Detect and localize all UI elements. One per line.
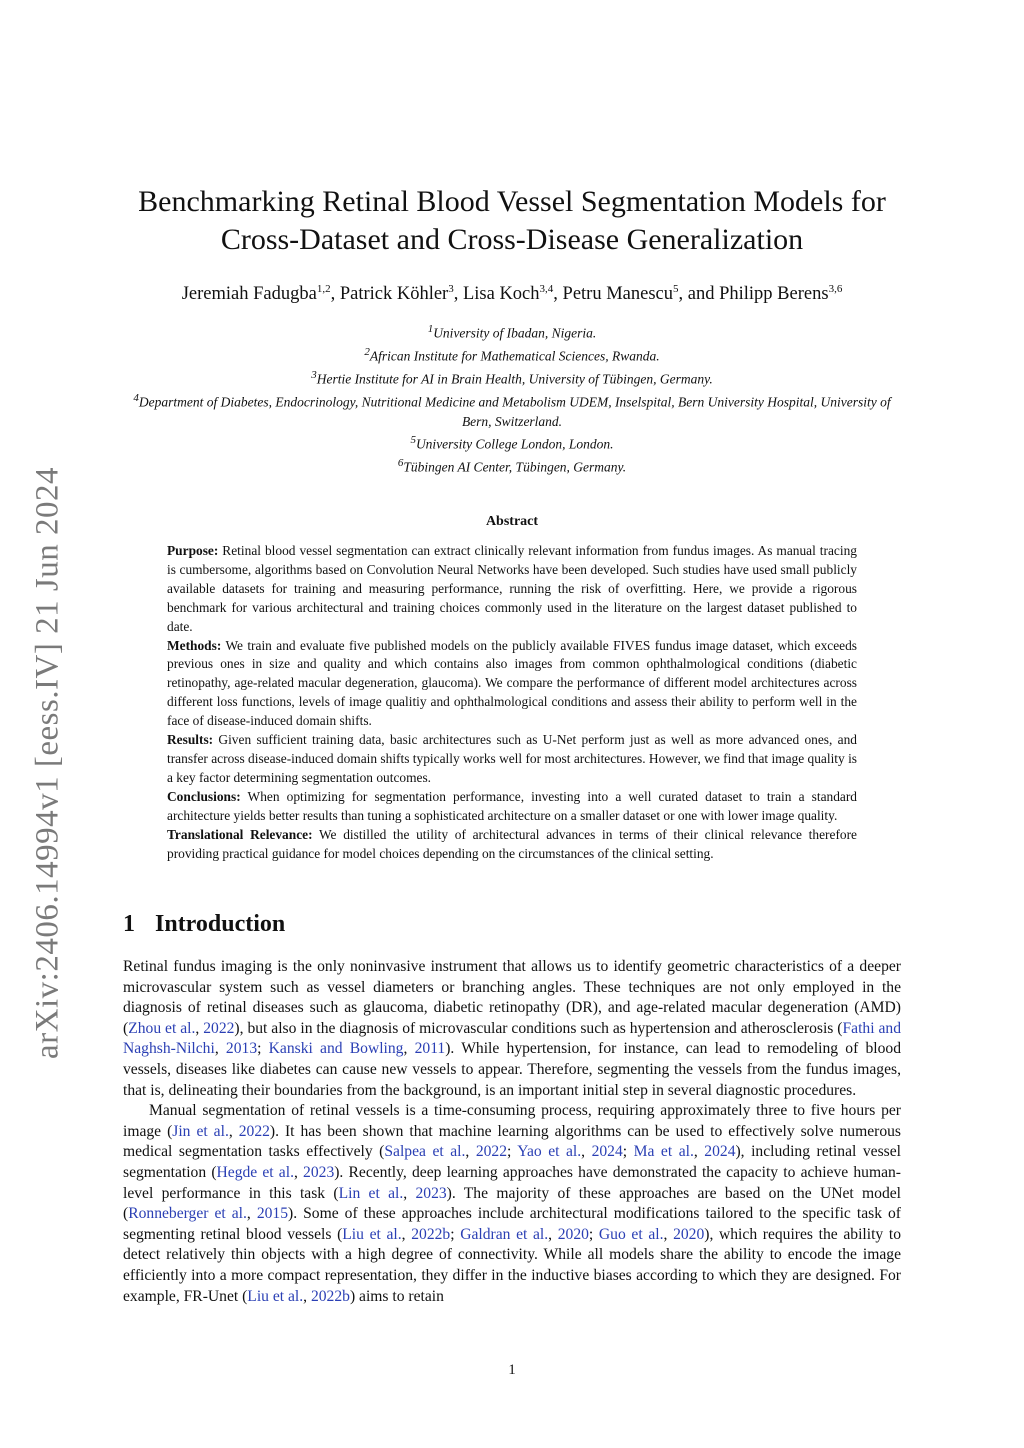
title-line-2: Cross-Dataset and Cross-Disease Generalization xyxy=(220,223,804,256)
abstract-section-label: Translational Relevance: xyxy=(167,826,313,842)
body-text: , xyxy=(401,1225,412,1243)
body-text: ), which requires the ability to detect relatively thin objects with a high degree of connectivity. While all models share the ability to encode the image efficiently into a more compact representation, they differ in the inductive biases according to which they are designed. For example, FR-Unet ( xyxy=(123,1225,902,1305)
body-text: ). While hypertension, for instance, can lead to remodeling of blood vessels, diseases like diabetes can cause new vessels to appear. Therefore, segmenting the vessels from the fundus images, that is, delineating their boundaries from the background, is an important initial step in several diagnostic procedures. xyxy=(123,1040,902,1099)
abstract-section xyxy=(167,826,857,864)
body-text: ; xyxy=(622,1143,634,1161)
citation-link[interactable]: Kanski and Bowling xyxy=(268,1040,404,1058)
affiliation xyxy=(120,431,904,454)
author-separator: , xyxy=(453,284,463,305)
section-number: 1 xyxy=(123,911,135,937)
affiliation-list xyxy=(120,320,904,477)
citation-link[interactable]: Salpea et al. xyxy=(384,1143,466,1161)
abstract-section xyxy=(167,788,857,826)
section-title: Introduction xyxy=(155,911,286,937)
citation-link[interactable]: Ronneberger et al. xyxy=(128,1205,247,1223)
author-separator: , xyxy=(553,284,563,305)
section-heading-introduction xyxy=(123,911,285,938)
body-text: , xyxy=(663,1225,674,1243)
body-text: , xyxy=(195,1019,204,1037)
citation-link[interactable]: Galdran et al. xyxy=(460,1225,549,1243)
affiliation-marker: 6 xyxy=(397,456,404,469)
abstract-section xyxy=(167,637,857,732)
affiliation-marker: 2 xyxy=(364,345,370,358)
citation-link[interactable]: Liu et al. xyxy=(247,1287,304,1305)
body-text: , xyxy=(303,1287,311,1305)
citation-link[interactable]: 2020 xyxy=(557,1225,589,1243)
author-affiliation-marker: 3 xyxy=(448,283,454,295)
citation-link[interactable]: 2024 xyxy=(704,1143,736,1161)
citation-link[interactable]: Hegde et al. xyxy=(216,1163,294,1181)
abstract-section-label: Results: xyxy=(167,732,214,748)
body-text: ). It has been shown that machine learning algorithms can be used to effectively solve numerous medical segmentation tasks effectively ( xyxy=(123,1122,902,1161)
paper-title xyxy=(0,183,1024,259)
citation-link[interactable]: Lin et al. xyxy=(338,1184,404,1202)
body-text: ). Recently, deep learning approaches have demonstrated the capacity to achieve human-level performance in this task ( xyxy=(123,1163,901,1202)
paragraph xyxy=(123,1101,901,1307)
citation-link[interactable]: 2013 xyxy=(225,1040,258,1058)
abstract-section-label: Methods: xyxy=(167,637,222,653)
body-text: , xyxy=(693,1143,705,1161)
author-separator: , xyxy=(330,284,340,305)
body-text: , xyxy=(214,1040,226,1058)
author-affiliation-marker: 3,4 xyxy=(539,283,554,295)
body-text: , xyxy=(403,1040,415,1058)
affiliation-marker: 1 xyxy=(427,323,434,335)
citation-link[interactable]: Guo et al. xyxy=(598,1225,664,1243)
body-text: ). The majority of these approaches are based on the UNet model ( xyxy=(123,1184,901,1223)
author-name: Patrick Köhler xyxy=(339,284,449,305)
author-affiliation-marker: 5 xyxy=(673,283,679,295)
abstract-section-text: Retinal blood vessel segmentation can extract clinically relevant information from fundus images. As manual tracing is cumbersome, algorithms based on Convolution Neural Networks have been developed. Such studies have used small publicly available datasets for training and measuring performance, running the risk of overfitting. Here, we provide a rigorous benchmark for various architectural and training choices commonly used in the literature on the largest dataset published to date. xyxy=(167,543,857,634)
citation-link[interactable]: Jin et al. xyxy=(172,1122,229,1140)
abstract-section-text: Given sufficient training data, basic architectures such as U-Net perform just as well as more advanced ones, and transfer across disease-induced domain shifts typically works well for most architectures. However, we find that image quality is a key factor determining segmentation outcomes. xyxy=(167,732,857,785)
arxiv-sidebar-stamp xyxy=(22,455,74,1070)
body-text: ) aims to retain xyxy=(349,1287,444,1305)
citation-link[interactable]: 2015 xyxy=(256,1205,289,1223)
paragraph xyxy=(123,957,901,1101)
citation-link[interactable]: 2024 xyxy=(591,1143,623,1161)
affiliation-text: Tübingen AI Center, Tübingen, Germany. xyxy=(403,459,627,475)
body-text: , xyxy=(465,1143,476,1161)
citation-link[interactable]: Ma et al. xyxy=(633,1143,694,1161)
body-text: ; xyxy=(257,1040,269,1058)
citation-link[interactable]: 2022 xyxy=(203,1019,235,1037)
title-line-1: Benchmarking Retinal Blood Vessel Segmentation Models for xyxy=(138,185,886,218)
body-text: ), including retinal vessel segmentation ( xyxy=(123,1143,901,1181)
abstract-section-text: When optimizing for segmentation performance, investing into a well curated dataset to train a standard architecture yields better results than tuning a sophisticated architecture on a smaller dataset or one with lower image quality. xyxy=(167,788,857,823)
page-number: 1 xyxy=(508,1362,516,1378)
body-text: , xyxy=(403,1184,416,1202)
body-text: , xyxy=(581,1143,592,1161)
citation-link[interactable]: 2023 xyxy=(415,1184,447,1202)
body-text: , xyxy=(293,1163,304,1181)
author-name: Philipp Berens xyxy=(719,284,829,305)
affiliation-text: Hertie Institute for AI in Brain Health, University of Tübingen, Germany. xyxy=(316,371,713,387)
body-text: , xyxy=(228,1122,239,1140)
citation-link[interactable]: 2022 xyxy=(238,1122,270,1140)
citation-link[interactable]: 2020 xyxy=(673,1225,705,1243)
affiliation-text: University College London, London. xyxy=(415,436,614,452)
abstract-section xyxy=(167,731,857,788)
body-text: ), but also in the diagnosis of microvascular conditions such as hypertension and atherosclerosis ( xyxy=(234,1019,843,1037)
author-list xyxy=(0,283,1024,305)
citation-link[interactable]: 2022 xyxy=(475,1143,507,1161)
body-text: Retinal fundus imaging is the only noninvasive instrument that allows us to identify geometric characteristics of a deeper microvascular system such as vessel diameters or branching angles. These techniques are not only employed in the diagnosis of retinal diseases such as glaucoma, diabetic retinopathy (DR), and age-related macular degeneration (AMD) ( xyxy=(123,958,901,1037)
citation-link[interactable]: Fathi and Naghsh-Nilchi xyxy=(123,1019,901,1058)
citation-link[interactable]: Yao et al. xyxy=(517,1143,582,1161)
citation-link[interactable]: 2023 xyxy=(303,1163,335,1181)
affiliation xyxy=(120,389,904,431)
author-name: Lisa Koch xyxy=(462,284,540,305)
abstract-section-label: Purpose: xyxy=(167,543,219,558)
citation-link[interactable]: 2011 xyxy=(414,1040,446,1058)
affiliation xyxy=(120,366,904,389)
abstract-heading: Abstract xyxy=(485,514,539,529)
author-separator: , and xyxy=(678,284,720,305)
affiliation-text: Department of Diabetes, Endocrinology, Nutritional Medicine and Metabolism UDEM, Inselspital, Bern University Hospital, University of Bern, Switzerland. xyxy=(138,394,891,429)
citation-link[interactable]: 2022b xyxy=(411,1225,451,1243)
author-name: Petru Manescu xyxy=(562,284,673,305)
author-name: Jeremiah Fadugba xyxy=(181,284,317,305)
affiliation-marker: 4 xyxy=(133,391,139,404)
body-text: , xyxy=(246,1205,257,1223)
citation-link[interactable]: Zhou et al. xyxy=(128,1019,196,1037)
affiliation-marker: 3 xyxy=(311,368,317,381)
affiliation xyxy=(120,454,904,477)
introduction-body xyxy=(123,957,901,1307)
body-text: ; xyxy=(450,1225,461,1243)
affiliation xyxy=(120,343,904,366)
affiliation-text: African Institute for Mathematical Sciences, Rwanda. xyxy=(369,348,660,364)
affiliation-marker: 5 xyxy=(410,434,416,447)
body-text: Manual segmentation of retinal vessels is a time-consuming process, requiring approximately three to five hours per image ( xyxy=(123,1102,901,1140)
author-affiliation-marker: 3,6 xyxy=(828,283,843,295)
author-affiliation-marker: 1,2 xyxy=(316,283,331,295)
affiliation xyxy=(120,320,904,343)
body-text: ; xyxy=(588,1225,599,1243)
citation-link[interactable]: 2022b xyxy=(310,1287,350,1305)
abstract-section xyxy=(167,542,857,637)
abstract-section-text: We train and evaluate five published models on the publicly available FIVES fundus image dataset, which exceeds previous ones in size and quality and which contains also images from common ophthalmological conditions (diabetic retinopathy, age-related macular degeneration, glaucoma). We compare the performance of different model architectures across different loss functions, levels of image qualitiy and ophthalmological conditions and assess their ability to perform well in the face of disease-induced domain shifts. xyxy=(167,637,857,729)
arxiv-id: arXiv:2406.14994v1 [eess.IV] 21 Jun 2024 xyxy=(29,466,66,1059)
body-text: , xyxy=(548,1225,558,1243)
abstract-section-text: We distilled the utility of architectural advances in terms of their clinical relevance therefore providing practical guidance for model choices depending on the circumstances of the clinical setting. xyxy=(167,826,857,861)
abstract-body xyxy=(167,542,857,863)
body-text: ; xyxy=(507,1143,518,1161)
affiliation-text: University of Ibadan, Nigeria. xyxy=(433,325,597,341)
citation-link[interactable]: Liu et al. xyxy=(342,1225,402,1243)
body-text: ). Some of these approaches include architectural modifications tailored to the specific task of segmenting retinal blood vessels ( xyxy=(123,1205,901,1243)
abstract-section-label: Conclusions: xyxy=(167,788,241,804)
